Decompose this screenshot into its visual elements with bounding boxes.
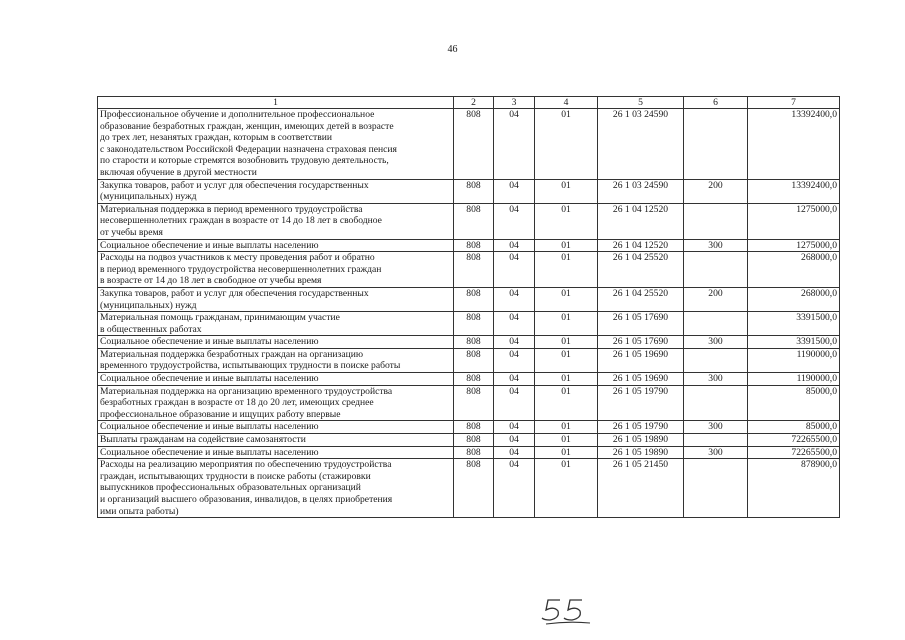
table-row [98,348,840,372]
target-article-cell: 26 1 04 25520 [598,287,684,311]
header-col-7: 7 [748,97,840,109]
section-code-cell: 04 [494,385,535,421]
item-name-line: безработных граждан в возрасте от 18 до 20 лет, имеющих среднее [100,397,374,409]
target-article-cell: 26 1 03 24590 [598,109,684,180]
target-article-cell: 26 1 05 17690 [598,312,684,336]
table-row [98,312,840,336]
ministry-code-cell: 808 [454,336,494,349]
table-row [98,459,840,518]
item-name-line: в общественных работах [100,323,202,335]
item-name-line: в период временного трудоустройства несовершеннолетних граждан [100,263,382,275]
target-article-cell: 26 1 05 19890 [598,434,684,447]
header-row [98,97,840,109]
amount-cell: 3391500,0 [748,336,840,349]
subsection-code-cell: 01 [535,421,598,434]
header-col-2: 2 [454,97,494,109]
item-name-cell [98,179,454,203]
amount-cell: 85000,0 [748,421,840,434]
target-article-cell: 26 1 04 12520 [598,203,684,239]
header-col-1: 1 [98,97,454,109]
expense-type-cell [684,203,748,239]
ministry-code-cell: 808 [454,373,494,386]
item-name-cell [98,252,454,288]
item-name-line: от учебы время [100,226,163,238]
table-row [98,239,840,252]
target-article-cell: 26 1 05 19790 [598,421,684,434]
header-col-6: 6 [684,97,748,109]
item-name-line: Материальная поддержка на организацию временного трудоустройства [100,385,393,397]
amount-cell: 85000,0 [748,385,840,421]
subsection-code-cell: 01 [535,348,598,372]
section-code-cell: 04 [494,446,535,459]
expense-type-cell [684,348,748,372]
item-name-cell [98,421,454,434]
subsection-code-cell: 01 [535,312,598,336]
table-header [98,97,840,109]
item-name-line: несовершеннолетних граждан в возрасте от 14 до 18 лет в свободное [100,215,382,227]
item-name-cell [98,109,454,180]
item-name-line: Расходы на реализацию мероприятия по обеспечению трудоустройства [100,459,392,471]
handwritten-page-number-signature [538,594,598,628]
ministry-code-cell: 808 [454,421,494,434]
ministry-code-cell: 808 [454,239,494,252]
item-name-cell [98,239,454,252]
table-row [98,336,840,349]
section-code-cell: 04 [494,459,535,518]
subsection-code-cell: 01 [535,239,598,252]
subsection-code-cell: 01 [535,179,598,203]
target-article-cell: 26 1 05 19890 [598,446,684,459]
expense-type-cell [684,459,748,518]
expense-type-cell: 200 [684,179,748,203]
table-row [98,109,840,180]
table-row [98,373,840,386]
ministry-code-cell: 808 [454,459,494,518]
table-row [98,252,840,288]
subsection-code-cell: 01 [535,385,598,421]
header-col-5: 5 [598,97,684,109]
item-name-cell [98,373,454,386]
subsection-code-cell: 01 [535,446,598,459]
ministry-code-cell: 808 [454,203,494,239]
target-article-cell: 26 1 05 17690 [598,336,684,349]
subsection-code-cell: 01 [535,434,598,447]
target-article-cell: 26 1 04 12520 [598,239,684,252]
table-row [98,385,840,421]
item-name-line: Социальное обеспечение и иные выплаты населению [100,373,319,385]
item-name-line: и организаций высшего образования, инвалидов, в целях приобретения [100,494,393,505]
item-name-line: (муниципальных) нужд [100,299,197,311]
header-col-4: 4 [535,97,598,109]
item-name-line: образование безработных граждан, женщин, имеющих детей в возрасте [100,120,394,132]
item-name-cell [98,434,454,447]
expense-type-cell: 300 [684,336,748,349]
expense-type-cell [684,252,748,288]
item-name-line: до трех лет, незанятых граждан, которым в соответствии [100,132,333,144]
item-name-line: Социальное обеспечение и иные выплаты населению [100,421,319,433]
section-code-cell: 04 [494,434,535,447]
item-name-line: Материальная помощь гражданам, принимающим участие [100,312,340,324]
target-article-cell: 26 1 05 19690 [598,348,684,372]
subsection-code-cell: 01 [535,252,598,288]
item-name-cell [98,203,454,239]
header-col-3: 3 [494,97,535,109]
item-name-line: выпускников профессиональных образовательных организаций [100,482,361,494]
item-name-line: профессиональное образование и ищущих работу впервые [100,408,341,420]
expense-type-cell: 300 [684,239,748,252]
subsection-code-cell: 01 [535,203,598,239]
subsection-code-cell: 01 [535,373,598,386]
amount-cell: 72265500,0 [748,446,840,459]
subsection-code-cell: 01 [535,336,598,349]
item-name-line: в возрасте от 14 до 18 лет в свободное от учебы время [100,275,322,287]
table-row [98,287,840,311]
amount-cell: 72265500,0 [748,434,840,447]
item-name-line: Выплаты гражданам на содействие самозанятости [100,434,306,446]
ministry-code-cell: 808 [454,312,494,336]
amount-cell: 1275000,0 [748,203,840,239]
expense-type-cell [684,385,748,421]
expense-type-cell [684,109,748,180]
amount-cell: 3391500,0 [748,312,840,336]
section-code-cell: 04 [494,421,535,434]
expense-type-cell: 300 [684,373,748,386]
table-row [98,203,840,239]
item-name-cell [98,459,454,518]
item-name-line: с законодательством Российской Федерации назначена страховая пенсия [100,143,397,155]
item-name-line: Закупка товаров, работ и услуг для обеспечения государственных [100,179,369,191]
section-code-cell: 04 [494,252,535,288]
amount-cell: 878900,0 [748,459,840,518]
target-article-cell: 26 1 05 21450 [598,459,684,518]
item-name-line: временного трудоустройства, испытывающих трудности в поиске работы [100,360,401,372]
section-code-cell: 04 [494,373,535,386]
item-name-line: граждан, испытывающих трудности в поиске работы (стажировки [100,470,371,482]
expense-type-cell: 300 [684,446,748,459]
item-name-cell [98,336,454,349]
amount-cell: 268000,0 [748,287,840,311]
expense-type-cell: 200 [684,287,748,311]
amount-cell: 13392400,0 [748,109,840,180]
table-row [98,434,840,447]
section-code-cell: 04 [494,109,535,180]
section-code-cell: 04 [494,179,535,203]
ministry-code-cell: 808 [454,446,494,459]
expense-type-cell: 300 [684,421,748,434]
item-name-line: по старости и которые стремятся возобновить трудовую деятельность, [100,155,389,167]
item-name-cell [98,446,454,459]
subsection-code-cell: 01 [535,287,598,311]
item-name-line: включая обучение в другой местности [100,166,257,178]
ministry-code-cell: 808 [454,109,494,180]
budget-table [97,96,840,518]
target-article-cell: 26 1 03 24590 [598,179,684,203]
table-body [98,109,840,518]
expense-type-cell [684,312,748,336]
section-code-cell: 04 [494,239,535,252]
item-name-line: Социальное обеспечение и иные выплаты населению [100,239,319,251]
amount-cell: 1190000,0 [748,373,840,386]
section-code-cell: 04 [494,287,535,311]
item-name-line: Материальная поддержка в период временного трудоустройства [100,203,363,215]
item-name-line: Социальное обеспечение и иные выплаты населению [100,336,319,348]
amount-cell: 1275000,0 [748,239,840,252]
ministry-code-cell: 808 [454,287,494,311]
table-row [98,179,840,203]
amount-cell: 1190000,0 [748,348,840,372]
ministry-code-cell: 808 [454,385,494,421]
section-code-cell: 04 [494,348,535,372]
item-name-cell [98,312,454,336]
item-name-line: ими опыта работы) [100,505,179,517]
item-name-line: Закупка товаров, работ и услуг для обеспечения государственных [100,287,369,299]
target-article-cell: 26 1 05 19690 [598,373,684,386]
section-code-cell: 04 [494,312,535,336]
target-article-cell: 26 1 05 19790 [598,385,684,421]
subsection-code-cell: 01 [535,459,598,518]
item-name-line: Социальное обеспечение и иные выплаты населению [100,446,319,458]
ministry-code-cell: 808 [454,252,494,288]
ministry-code-cell: 808 [454,179,494,203]
table-row [98,446,840,459]
expense-type-cell [684,434,748,447]
section-code-cell: 04 [494,203,535,239]
item-name-line: Расходы на подвоз участников к месту проведения работ и обратно [100,252,375,264]
amount-cell: 13392400,0 [748,179,840,203]
subsection-code-cell: 01 [535,109,598,180]
amount-cell: 268000,0 [748,252,840,288]
item-name-line: Профессиональное обучение и дополнительное профессиональное [100,109,375,120]
item-name-line: (муниципальных) нужд [100,191,197,203]
ministry-code-cell: 808 [454,434,494,447]
section-code-cell: 04 [494,336,535,349]
ministry-code-cell: 808 [454,348,494,372]
item-name-line: Материальная поддержка безработных граждан на организацию [100,348,364,360]
page-number: 46 [447,44,458,55]
target-article-cell: 26 1 04 25520 [598,252,684,288]
item-name-cell [98,348,454,372]
item-name-cell [98,287,454,311]
item-name-cell [98,385,454,421]
table-row [98,421,840,434]
